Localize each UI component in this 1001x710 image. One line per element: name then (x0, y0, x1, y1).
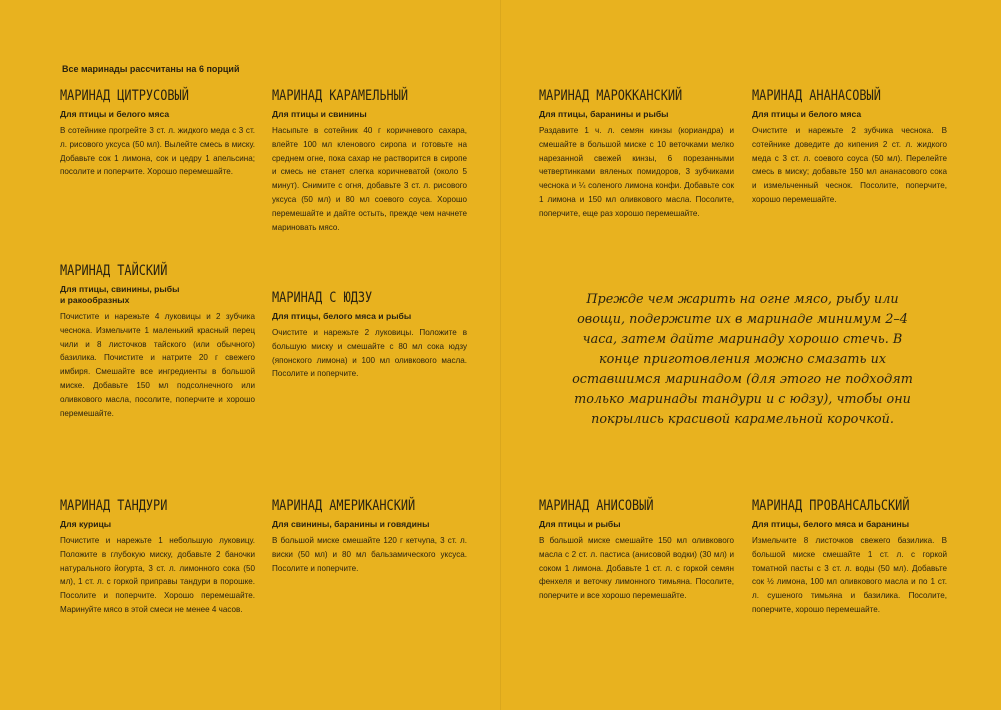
recipe-subtitle: Для птицы и белого мяса (752, 109, 862, 119)
recipe-title: МАРИНАД АНАНАСОВЫЙ (752, 88, 881, 104)
recipe-subtitle: Для птицы и свинины (272, 109, 367, 119)
recipe-body: Почистите и нарежьте 4 луковицы и 2 зубчика чеснока. Измельчите 1 маленький красный перец чили и 8 листочков тайского (или обычного) базилика. Почистите и натрите 20 г свежего имбиря. Смешайте все ингредиенты в большой миске. Добавьте 150 мл подсолнечного или оливкового масла, посолите, поперчите и хорошо перемешайте. (60, 312, 255, 418)
recipe-american (272, 498, 467, 575)
recipe-moroccan (539, 88, 734, 221)
recipe-tandoori (60, 498, 255, 617)
recipe-subtitle: Для птицы и белого мяса (60, 109, 170, 119)
recipe-title: МАРИНАД ЦИТРУСОВЫЙ (60, 88, 189, 104)
recipe-citrus (60, 88, 255, 179)
marinating-tip: Прежде чем жарить на огне мясо, рыбу или овощи, подержите их в маринаде минимум 2–4 часа, затем дайте маринаду хорошо стечь. В конце приготовления можно смазать их оставшимся маринадом (для этого не подходят только маринады тандури и с юдзу), чтобы они покрылись красивой карамельной корочкой. (572, 292, 913, 427)
recipe-yuzu (272, 290, 467, 381)
recipe-body: Почистите и нарежьте 1 небольшую луковицу. Положите в глубокую миску, добавьте 2 баночки натурального йогурта, 3 ст. л. лимонного сока (50 мл), 1 ст. л. с горкой приправы тандури в порошке. Посолите и поперчите. Хорошо перемешайте. Маринуйте мясо в этой смеси не менее 4 часов. (60, 536, 255, 614)
recipe-provencal (752, 498, 947, 617)
recipe-subtitle: Для птицы, баранины и рыбы (539, 109, 669, 119)
recipe-title: МАРИНАД МАРОККАНСКИЙ (539, 88, 683, 104)
page-fold (500, 0, 501, 710)
recipe-subtitle: Для птицы, свинины, рыбы и ракообразных (60, 284, 180, 305)
recipe-title: МАРИНАД АНИСОВЫЙ (539, 498, 654, 514)
recipe-title: МАРИНАД ТАНДУРИ (60, 498, 168, 514)
recipe-title: МАРИНАД ПРОВАНСАЛЬСКИЙ (752, 498, 910, 514)
recipe-subtitle: Для свинины, баранины и говядины (272, 519, 430, 529)
recipe-pineapple (752, 88, 947, 207)
recipe-thai (60, 263, 255, 420)
recipe-title: МАРИНАД ТАЙСКИЙ (60, 263, 168, 279)
recipe-subtitle: Для птицы, белого мяса и рыбы (272, 311, 412, 321)
recipe-body: В сотейнике прогрейте 3 ст. л. жидкого меда с 3 ст. л. рисового уксуса (50 мл). Вылейте смесь в миску. Добавьте сок 1 лимона, сок и цедру 1 апельсина; посолите и поперчите. Хорошо перемешайте. (60, 126, 255, 177)
recipe-subtitle: Для курицы (60, 519, 112, 529)
recipe-body: В большой миске смешайте 120 г кетчупа, 3 ст. л. виски (50 мл) и 80 мл бальзамического уксуса. Посолите и поперчите. (272, 536, 467, 573)
servings-note: Все маринады рассчитаны на 6 порций (62, 64, 240, 74)
recipe-subtitle: Для птицы и рыбы (539, 519, 621, 529)
recipe-body: Очистите и нарежьте 2 зубчика чеснока. В сотейнике доведите до кипения 2 ст. л. жидкого меда с 3 ст. л. соевого соуса (50 мл). Перелейте смесь в миску; добавьте 150 мл ананасового сока и измельченный чеснок. Посолите, поперчите, хорошо перемешайте. (752, 126, 947, 204)
recipe-body: В большой миске смешайте 150 мл оливкового масла с 2 ст. л. пастиса (анисовой водки) (30 мл) и соком 1 лимона. Добавьте 1 ст. л. с горкой семян фенхеля и веточку лимонного тимьяна. Посолите, поперчите и все хорошо перемешайте. (539, 536, 734, 601)
recipe-caramel (272, 88, 467, 234)
recipe-body: Измельчите 8 листочков свежего базилика. В большой миске смешайте 1 ст. л. с горкой томатной пасты с 3 ст. л. воды (50 мл). Добавьте сок ½ лимона, 100 мл оливкового масла и по 1 ст. л. сушеного тимьяна и базилика. Посолите, поперчите, хорошо перемешайте. (752, 536, 947, 614)
recipe-body: Раздавите 1 ч. л. семян кинзы (кориандра) и смешайте в большой миске с 10 веточками мелко нарезанной свежей кинзы, 6 порезанными четвертинками вяленых помидоров, 3 зубчиками чеснока и ¼ соленого лимона конфи. Добавьте сок 1 лимона и 150 мл оливкового масла. Посолите, поперчите, еще раз хорошо перемешайте. (539, 126, 734, 218)
recipe-title: МАРИНАД С ЮДЗУ (272, 290, 373, 306)
recipe-body: Насыпьте в сотейник 40 г коричневого сахара, влейте 100 мл кленового сиропа и готовьте на среднем огне, пока сахар не растворится в сиропе и смесь не станет слегка коричневатой (около 5 минут). Снимите с огня, добавьте 3 ст. л. рисового уксуса (50 мл) и 80 мл соевого соуса. Хорошо перемешайте и дайте остыть, прежде чем начнете мариновать мясо. (272, 126, 467, 232)
recipe-title: МАРИНАД КАРАМЕЛЬНЫЙ (272, 88, 409, 104)
recipe-subtitle: Для птицы, белого мяса и баранины (752, 519, 910, 529)
recipe-title: МАРИНАД АМЕРИКАНСКИЙ (272, 498, 416, 514)
recipe-anise (539, 498, 734, 603)
recipe-body: Очистите и нарежьте 2 луковицы. Положите в большую миску и смешайте с 80 мл сока юдзу (японского лимона) и 100 мл оливкового масла. Посолите и поперчите. (272, 328, 467, 379)
